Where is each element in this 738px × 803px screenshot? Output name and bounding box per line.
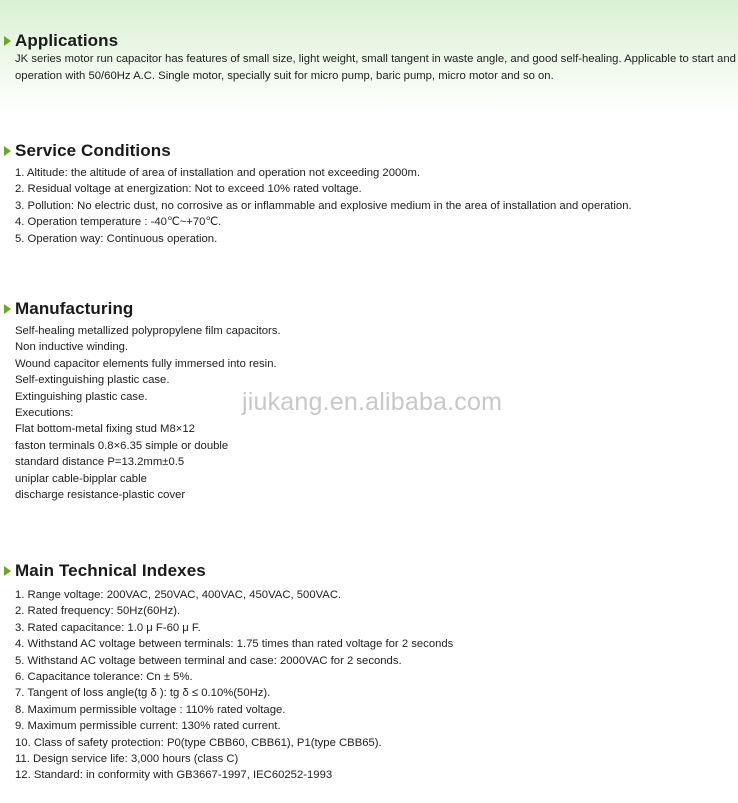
technical-indexes-heading [0,560,206,582]
technical-indexes-list [15,587,453,784]
list-item: 5. Withstand AC voltage between terminal and case: 2000VAC for 2 seconds. [15,654,402,667]
list-item: 8. Maximum permissible voltage : 110% rated voltage. [15,703,286,716]
list-item: 4. Operation temperature : -40℃~+70℃. [15,216,222,229]
list-item: 2. Residual voltage at energization: Not to exceed 10% rated voltage. [15,183,362,196]
list-item: 5. Operation way: Continuous operation. [15,232,218,245]
manufacturing-list [15,323,281,503]
list-item: 1. Altitude: the altitude of area of installation and operation not exceeding 2000m. [15,167,421,179]
applications-heading [0,30,118,52]
watermark: jiukang.en.alibaba.com [242,388,503,416]
technical-indexes-title: Main Technical Indexes [15,561,206,580]
bullet-arrow-icon [4,146,11,156]
list-item: discharge resistance-plastic cover [15,489,186,502]
list-item: Flat bottom-metal fixing stud M8×12 [15,423,195,436]
bullet-arrow-icon [4,36,11,46]
list-item: 2. Rated frequency: 50Hz(60Hz). [15,605,181,618]
bullet-arrow-icon [4,566,11,576]
bullet-arrow-icon [4,304,11,314]
service-conditions-heading [0,140,171,162]
list-item: Executions: [15,407,74,420]
list-item: standard distance P=13.2mm±0.5 [15,456,185,469]
list-item: Extinguishing plastic case. [15,390,148,403]
list-item: 3. Rated capacitance: 1.0 μ F-60 μ F. [15,621,201,634]
list-item: 4. Withstand AC voltage between terminals: 1.75 times than rated voltage for 2 seconds [15,638,454,651]
list-item: 9. Maximum permissible current: 130% rated current. [15,720,281,733]
list-item: 7. Tangent of loss angle(tg δ ): tg δ ≤ 0.10%(50Hz). [15,687,271,700]
list-item: uniplar cable-bipplar cable [15,472,147,485]
list-item: Non inductive winding. [15,341,129,354]
list-item: 10. Class of safety protection: P0(type CBB60, CBB61), P1(type CBB65). [15,736,382,749]
manufacturing-title: Manufacturing [15,299,134,318]
list-item: 11. Design service life: 3,000 hours (class C) [15,753,239,766]
list-item: 12. Standard: in conformity with GB3667-1997, IEC60252-1993 [15,769,333,782]
manufacturing-heading [0,298,133,320]
list-item: Wound capacitor elements fully immersed into resin. [15,357,277,370]
list-item: 6. Capacitance tolerance: Cn ± 5%. [15,671,193,684]
list-item: Self-healing metallized polypropylene film capacitors. [15,325,281,337]
list-item: 1. Range voltage: 200VAC, 250VAC, 400VAC, 450VAC, 500VAC. [15,589,342,601]
applications-text: JK series motor run capacitor has features of small size, light weight, small tangent in waste angle, and good self-healing. Applicable to start and operation with 50/60Hz A.C. Single motor, specially suit for micro pump, baric pump, micro motor and so on. [15,53,736,82]
applications-title: Applications [15,31,119,50]
service-conditions-list [15,165,632,247]
list-item: faston terminals 0.8×6.35 simple or double [15,439,229,452]
service-conditions-title: Service Conditions [15,141,171,160]
list-item: 3. Pollution: No electric dust, no corrosive as or inflammable and explosive medium in the area of installation and operation. [15,199,632,212]
list-item: Self-extinguishing plastic case. [15,374,170,387]
